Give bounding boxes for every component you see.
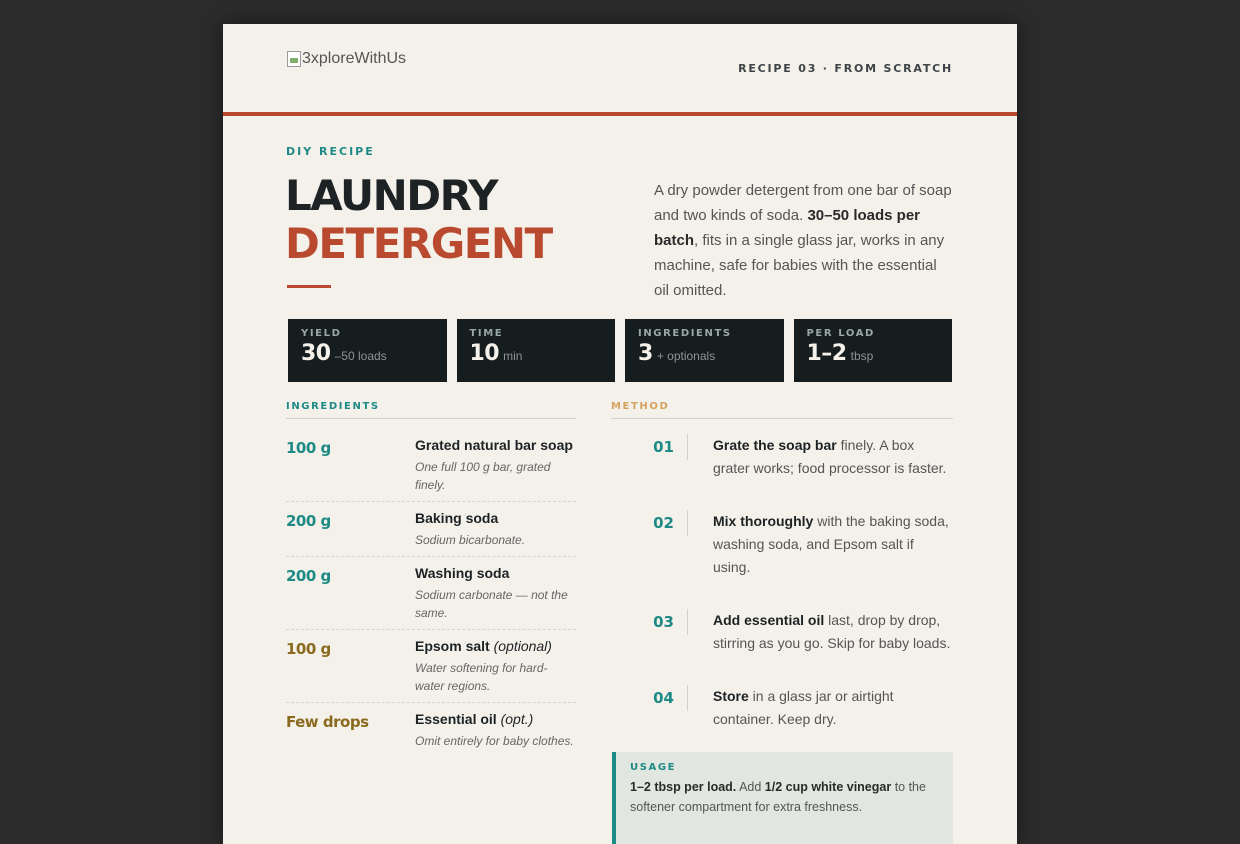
list-item xyxy=(286,703,576,757)
stat-value: 30 xyxy=(301,341,331,366)
optional-tag: (opt.) xyxy=(500,711,534,727)
usage-label: USAGE xyxy=(630,762,677,773)
stat-value: 10 xyxy=(469,341,500,366)
ingredient-name xyxy=(415,437,576,453)
step-bold: Add essential oil xyxy=(713,612,825,628)
ingredient-quantity: 100 g xyxy=(286,439,331,457)
ingredient-quantity: 200 g xyxy=(286,512,331,530)
title-underline xyxy=(287,285,331,288)
step-bold: Store xyxy=(713,688,749,704)
stat-label: TIME xyxy=(469,328,504,339)
step-rest: finely. A box grater works; food processor is faster. xyxy=(713,437,947,476)
ingredient-quantity: 200 g xyxy=(286,567,331,585)
recipe-tag: RECIPE 03 · FROM SCRATCH xyxy=(738,62,953,75)
step-text xyxy=(713,609,953,655)
stats-bar xyxy=(288,319,952,382)
ingredients-list xyxy=(286,429,576,757)
intro-paragraph xyxy=(654,178,954,303)
ingredient-name-text: Grated natural bar soap xyxy=(415,437,573,453)
ingredient-note: Omit entirely for baby clothes. xyxy=(415,734,574,748)
usage-bold-2: 1/2 cup white vinegar xyxy=(764,780,892,794)
stat-value: 3 xyxy=(638,341,653,366)
ingredient-note: Sodium bicarbonate. xyxy=(415,533,526,547)
usage-bold-1: 1–2 tbsp per load. xyxy=(630,780,737,794)
ingredient-name-text: Epsom salt xyxy=(415,638,490,654)
stat-label: YIELD xyxy=(301,328,342,339)
method-step xyxy=(611,510,953,579)
ingredient-name-text: Washing soda xyxy=(415,565,510,581)
recipe-sheet xyxy=(223,24,1017,844)
step-text xyxy=(713,434,953,480)
title-line-1: LAUNDRY xyxy=(285,171,498,220)
ingredients-heading: INGREDIENTS xyxy=(286,401,576,419)
stat-per-load xyxy=(794,319,953,382)
method-steps xyxy=(611,434,953,761)
ingredient-name-text: Essential oil xyxy=(415,711,497,727)
intro-text-a: A dry powder detergent from one bar of soap and two kinds of soda. xyxy=(654,182,952,224)
logo-alt-text: 3xploreWithUs xyxy=(302,50,407,67)
step-bold: Grate the soap bar xyxy=(713,437,837,453)
list-item xyxy=(286,429,576,502)
page-title xyxy=(285,172,552,268)
intro-text-b: , fits in a single glass jar, works in any machine, safe for babies with the essential oil omitted. xyxy=(654,232,945,299)
list-item xyxy=(286,557,576,630)
step-number: 02 xyxy=(611,510,688,536)
stat-unit: tbsp xyxy=(850,349,874,363)
method-heading: METHOD xyxy=(611,401,953,419)
broken-image-icon xyxy=(287,51,301,67)
list-item xyxy=(286,502,576,557)
step-bold: Mix thoroughly xyxy=(713,513,814,529)
step-text xyxy=(713,685,953,731)
method-step xyxy=(611,609,953,655)
usage-text-1: Add xyxy=(736,780,765,794)
ingredient-note: Water softening for hard-water regions. xyxy=(415,661,548,693)
ingredient-note: Sodium carbonate — not the same. xyxy=(415,588,568,620)
step-text xyxy=(713,510,953,579)
method-step xyxy=(611,434,953,480)
header-bar xyxy=(223,24,1017,116)
logo xyxy=(287,50,406,68)
ingredient-quantity: 100 g xyxy=(286,640,331,658)
ingredient-note: One full 100 g bar, grated finely. xyxy=(415,460,551,492)
list-item xyxy=(286,630,576,703)
ingredient-quantity: Few drops xyxy=(286,713,369,731)
stat-unit: –50 loads xyxy=(334,349,387,363)
stat-label: INGREDIENTS xyxy=(638,328,732,339)
kicker: DIY RECIPE xyxy=(286,145,375,158)
stat-yield xyxy=(288,319,447,382)
step-rest: last, drop by drop, stirring as you go. Skip for baby loads. xyxy=(713,612,951,651)
usage-callout xyxy=(612,752,953,844)
step-rest: in a glass jar or airtight container. Keep dry. xyxy=(713,688,894,727)
stat-unit: + optionals xyxy=(656,349,716,363)
stat-value: 1–2 xyxy=(806,341,847,366)
method-step xyxy=(611,685,953,731)
stat-label: PER LOAD xyxy=(806,328,875,339)
stat-ingredients xyxy=(625,319,784,382)
step-number: 03 xyxy=(611,609,688,635)
step-rest: with the baking soda, washing soda, and Epsom salt if using. xyxy=(713,513,949,575)
ingredient-name xyxy=(415,711,576,727)
stat-time xyxy=(457,319,616,382)
optional-tag: (optional) xyxy=(493,638,552,654)
usage-text xyxy=(630,777,939,817)
stat-unit: min xyxy=(503,349,523,363)
step-number: 04 xyxy=(611,685,688,711)
ingredient-name xyxy=(415,565,576,581)
ingredient-name xyxy=(415,510,576,526)
ingredient-name xyxy=(415,638,576,654)
step-number: 01 xyxy=(611,434,688,460)
ingredient-name-text: Baking soda xyxy=(415,510,499,526)
title-line-2: DETERGENT xyxy=(285,219,552,268)
usage-text-2: to the softener compartment for extra freshness. xyxy=(630,780,926,814)
intro-bold: 30–50 loads per batch xyxy=(654,207,921,249)
